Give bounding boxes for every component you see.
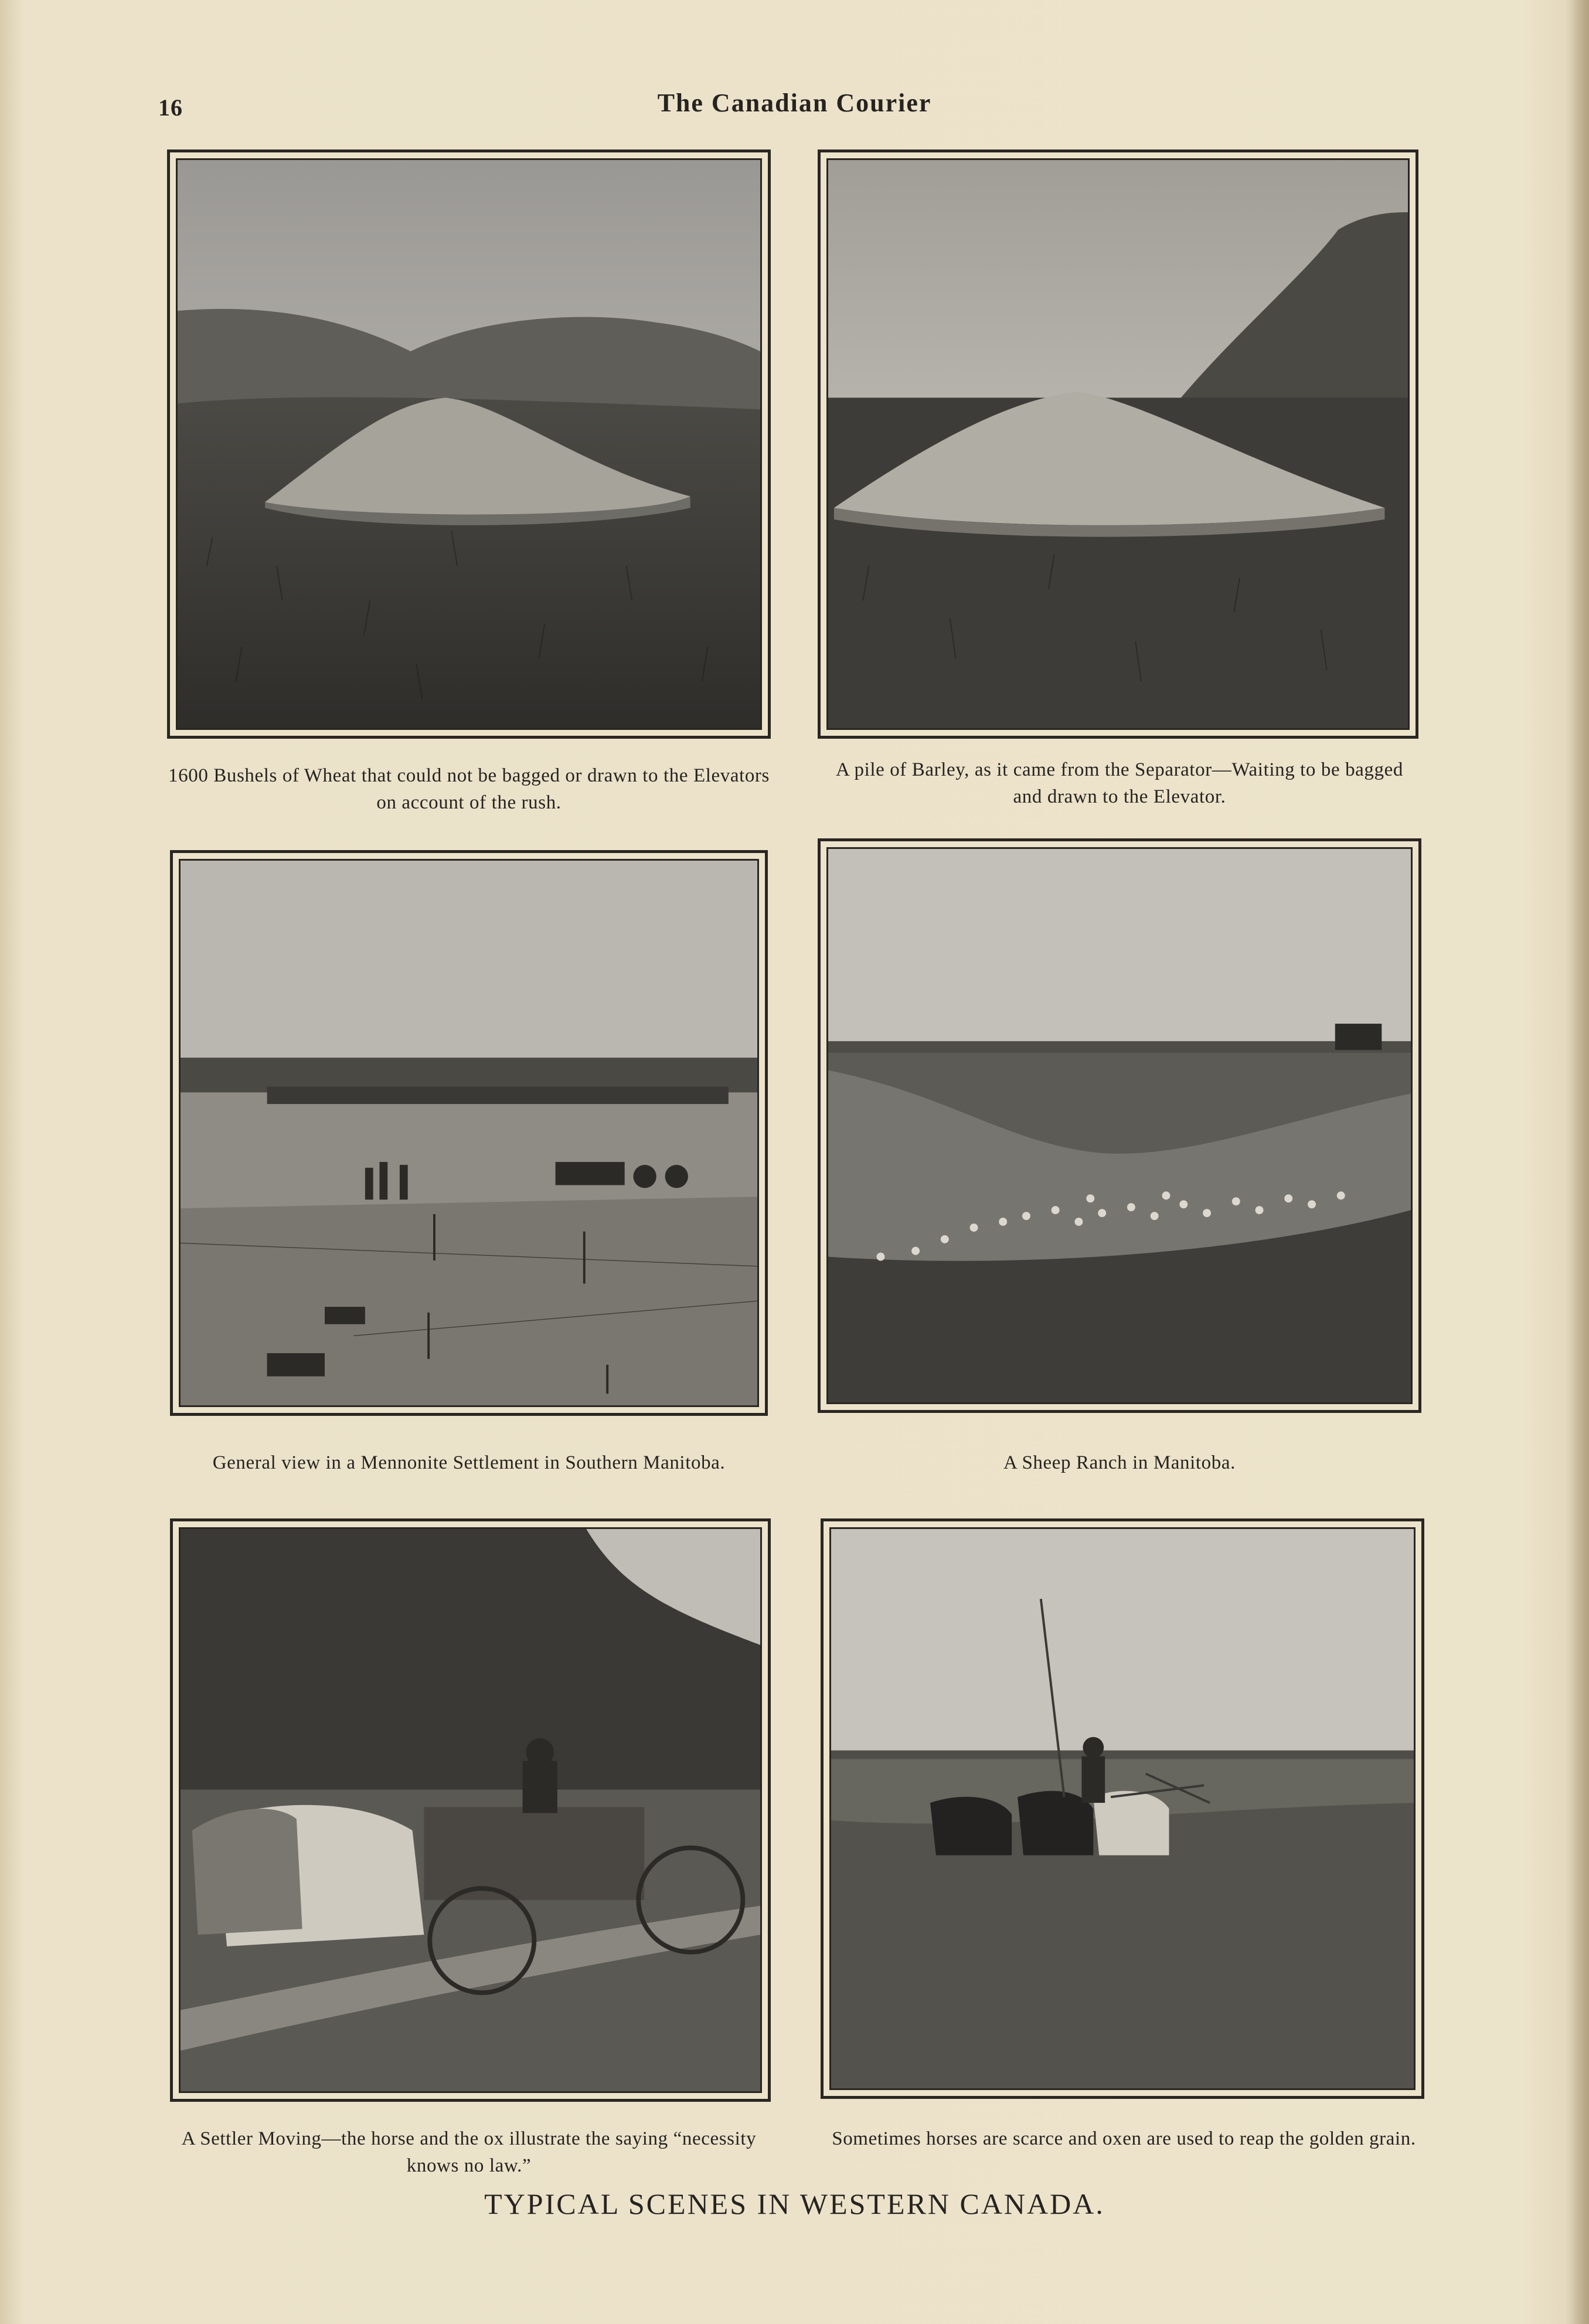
photo-barley-pile: [818, 150, 1418, 739]
photo-mennonite-settlement: [170, 850, 768, 1416]
publication-title: The Canadian Courier: [657, 89, 932, 117]
page-title: TYPICAL SCENES IN WESTERN CANADA.: [484, 2187, 1105, 2220]
caption-wheat-pile: 1600 Bushels of Wheat that could not be bagged or drawn to the Elevators on account of the rush.: [168, 765, 770, 813]
sheep-ranch-image: [828, 849, 1411, 1402]
settler-moving-image: [181, 1529, 760, 2091]
barley-pile-image: [828, 160, 1408, 728]
wheat-pile-image: [178, 160, 760, 728]
caption-barley-pile: A pile of Barley, as it came from the Separator—Waiting to be bagged and drawn to the Elevator.: [836, 759, 1403, 807]
caption-oxen-reaping: Sometimes horses are scarce and oxen are used to reap the golden grain.: [832, 2128, 1416, 2149]
page-number: 16: [158, 94, 183, 121]
photo-wheat-pile: [167, 150, 771, 739]
photo-oxen-reaping: [821, 1518, 1424, 2099]
caption-sheep-ranch: A Sheep Ranch in Manitoba.: [1003, 1452, 1236, 1473]
running-head: [0, 88, 1589, 118]
oxen-reaping-image: [831, 1529, 1414, 2088]
caption-settler-moving: A Settler Moving—the horse and the ox illustrate the saying “necessity knows no law.”: [181, 2128, 757, 2176]
binding-edge: [1566, 0, 1589, 2324]
caption-mennonite-settlement: General view in a Mennonite Settlement in Southern Manitoba.: [212, 1452, 726, 1473]
mennonite-settlement-image: [181, 861, 757, 1405]
photo-settler-moving: [170, 1518, 771, 2102]
photo-sheep-ranch: [818, 838, 1421, 1413]
